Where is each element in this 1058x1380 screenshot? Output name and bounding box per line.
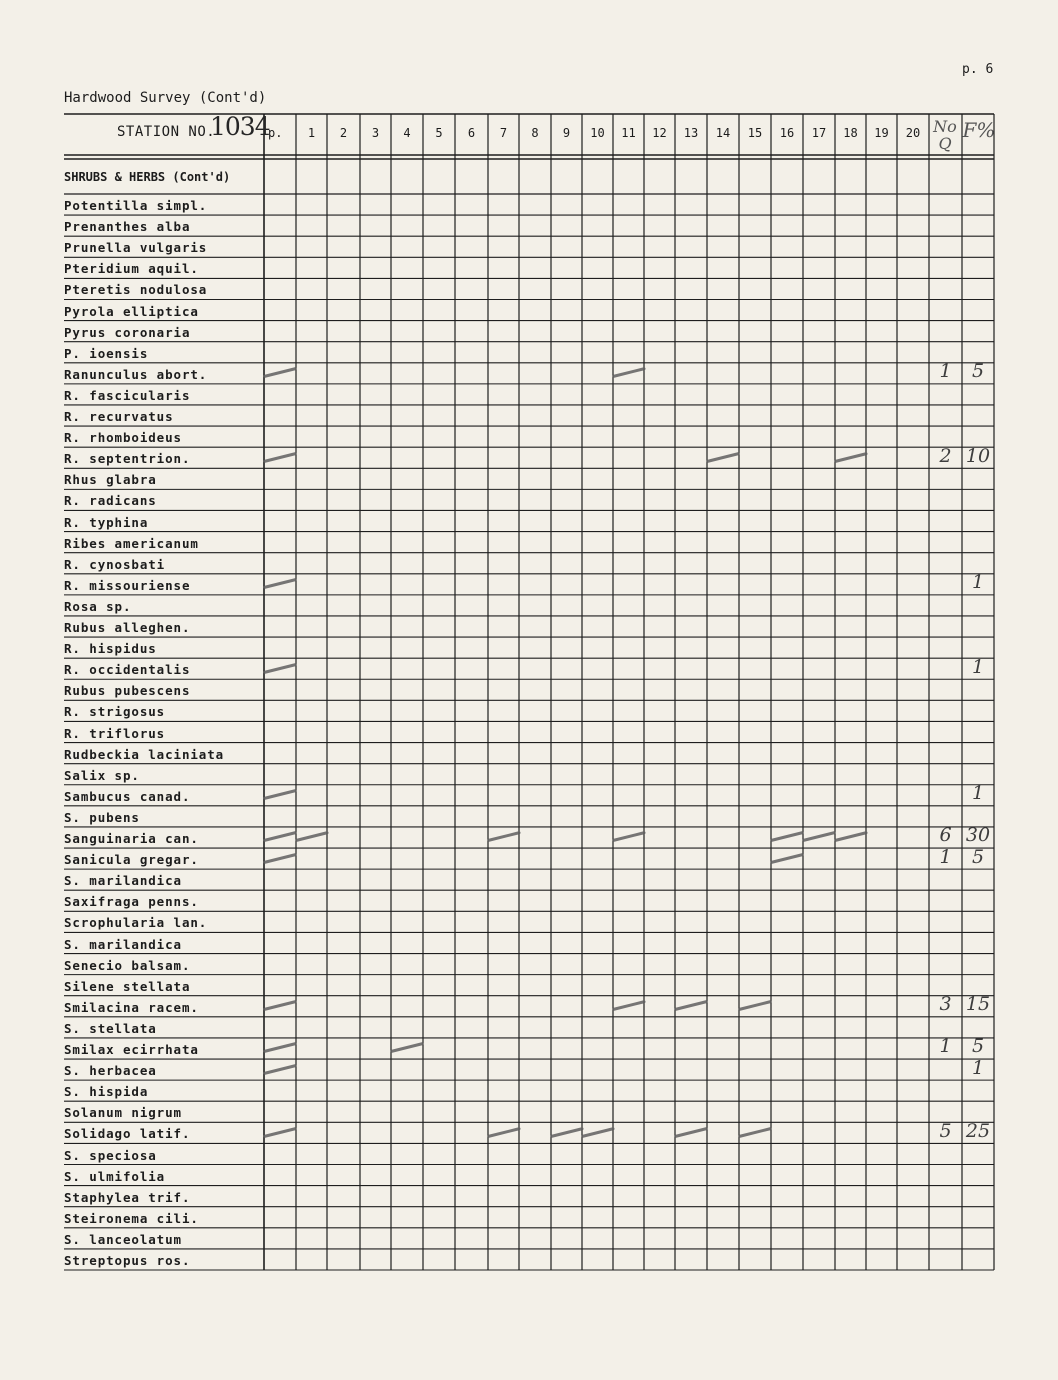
- species-name: R. radicans: [64, 493, 157, 509]
- column-header-2: 2: [339, 126, 348, 140]
- column-header-17: 17: [811, 126, 827, 140]
- station-label: STATION NO.: [117, 124, 216, 140]
- species-name: R. fascicularis: [64, 387, 191, 403]
- species-name: R. triflorus: [64, 725, 166, 741]
- quadrat-count: 5: [939, 1119, 952, 1142]
- frequency-percent: 15: [965, 993, 991, 1016]
- species-name: Solidago latif.: [64, 1126, 191, 1142]
- column-header-10: 10: [590, 126, 605, 140]
- column-header-16: 16: [779, 126, 795, 140]
- species-name: S. herbacea: [64, 1063, 157, 1079]
- species-name: R. cynosbati: [64, 556, 166, 572]
- species-name: P. ioensis: [64, 345, 149, 361]
- column-header-12: 12: [652, 126, 667, 140]
- species-name: R. strigosus: [64, 704, 166, 720]
- frequency-percent: 10: [965, 444, 991, 467]
- survey-title: Hardwood Survey (Cont'd): [64, 90, 267, 106]
- species-name: R. missouriense: [64, 577, 191, 593]
- quadrat-count: 2: [939, 444, 952, 467]
- species-name: Sambucus canad.: [64, 788, 191, 804]
- column-header-7: 7: [499, 126, 508, 140]
- frequency-percent: 25: [965, 1119, 991, 1142]
- species-name: R. occidentalis: [64, 662, 191, 678]
- species-name: Pyrola elliptica: [64, 303, 199, 319]
- column-header-4: 4: [403, 126, 411, 140]
- species-name: Sanguinaria can.: [64, 831, 199, 847]
- species-name: R. recurvatus: [64, 409, 174, 425]
- column-header-20: 20: [905, 126, 921, 140]
- column-header-18: 18: [843, 126, 858, 140]
- species-name: Ranunculus abort.: [64, 366, 208, 382]
- species-name: Silene stellata: [64, 978, 191, 994]
- quadrat-count: 1: [939, 1035, 952, 1058]
- species-name: Scrophularia lan.: [64, 915, 208, 931]
- column-header-11: 11: [621, 126, 636, 140]
- species-name: Rudbeckia laciniata: [64, 746, 225, 762]
- species-name: R. typhina: [64, 514, 149, 530]
- species-name: R. rhomboideus: [64, 430, 182, 446]
- p-column-header: p.: [268, 126, 283, 140]
- species-name: S. stellata: [64, 1020, 157, 1036]
- species-name: Pteretis nodulosa: [64, 282, 208, 298]
- species-name: S. speciosa: [64, 1147, 157, 1163]
- species-name: S. marilandica: [64, 873, 182, 889]
- species-name: R. septentrion.: [64, 451, 191, 467]
- species-name: Staphylea trif.: [64, 1189, 191, 1205]
- species-name: Rubus alleghen.: [64, 620, 191, 636]
- species-name: S. pubens: [64, 809, 140, 825]
- species-name: Steironema cili.: [64, 1210, 199, 1226]
- species-name: Streptopus ros.: [64, 1253, 191, 1268]
- species-name: Ribes americanum: [64, 535, 199, 551]
- quadrat-count: 6: [939, 824, 952, 847]
- species-name: Sanicula gregar.: [64, 852, 199, 868]
- no-q-header: No Q: [933, 117, 957, 153]
- frequency-percent: 5: [971, 360, 985, 383]
- species-name: Solanum nigrum: [64, 1105, 182, 1121]
- quadrat-count: 1: [939, 360, 952, 383]
- column-header-15: 15: [747, 126, 763, 140]
- frequency-percent: 1: [971, 1056, 985, 1079]
- column-header-14: 14: [715, 126, 731, 140]
- species-name: Rhus glabra: [64, 472, 157, 488]
- species-name: Potentilla simpl.: [64, 198, 208, 214]
- page-number: p. 6: [962, 62, 994, 77]
- station-number: 1034: [210, 112, 270, 141]
- f-percent-header: F%: [962, 118, 996, 142]
- column-header-5: 5: [435, 126, 443, 140]
- frequency-percent: 1: [971, 571, 985, 594]
- species-name: Smilax ecirrhata: [64, 1042, 199, 1058]
- species-name: Rubus pubescens: [64, 683, 191, 699]
- quadrat-count: 3: [939, 993, 952, 1016]
- column-header-19: 19: [874, 126, 889, 140]
- species-name: Salix sp.: [64, 767, 140, 783]
- species-name: Smilacina racem.: [64, 999, 199, 1015]
- species-name: Senecio balsam.: [64, 957, 191, 973]
- frequency-percent: 30: [965, 824, 991, 847]
- species-name: R. hispidus: [64, 641, 157, 657]
- column-header-8: 8: [531, 126, 539, 140]
- column-header-6: 6: [467, 126, 476, 140]
- section-title: SHRUBS & HERBS (Cont'd): [64, 170, 231, 184]
- species-name: Prunella vulgaris: [64, 240, 208, 256]
- species-name: Prenanthes alba: [64, 219, 191, 235]
- frequency-percent: 1: [971, 655, 985, 678]
- species-name: Pteridium aquil.: [64, 261, 199, 277]
- frequency-percent: 5: [971, 845, 985, 868]
- column-header-13: 13: [683, 126, 699, 140]
- frequency-percent: 5: [971, 1035, 985, 1058]
- species-name: Rosa sp.: [64, 598, 132, 614]
- column-header-3: 3: [371, 126, 380, 140]
- species-name: S. ulmifolia: [64, 1168, 166, 1184]
- species-name: Pyrus coronaria: [64, 324, 191, 340]
- frequency-percent: 1: [971, 782, 985, 805]
- species-name: S. marilandica: [64, 936, 182, 952]
- column-header-9: 9: [562, 126, 571, 140]
- species-name: S. hispida: [64, 1084, 149, 1100]
- column-header-1: 1: [307, 126, 316, 140]
- species-name: Saxifraga penns.: [64, 894, 199, 910]
- species-name: S. lanceolatum: [64, 1231, 182, 1247]
- quadrat-count: 1: [939, 845, 952, 868]
